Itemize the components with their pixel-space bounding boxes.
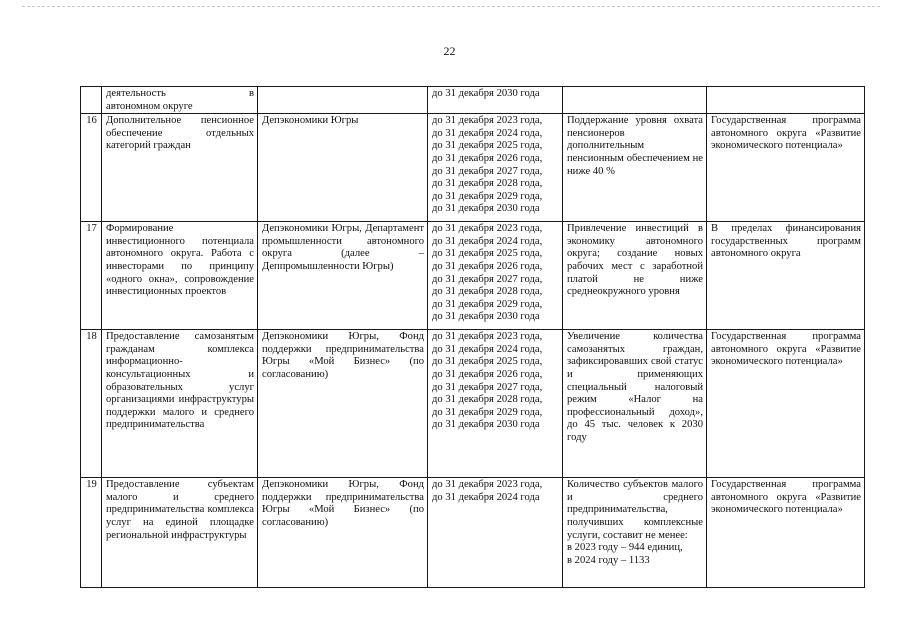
- cell-num: 19: [81, 478, 102, 588]
- cell-name: Предоставление субъектам малого и среднего предпринимательства комплекса услуг на единой площадке региональной инфраструктуры: [102, 478, 258, 588]
- table-row: [81, 478, 865, 588]
- table-row: [81, 114, 865, 222]
- deadline-line: до 31 декабря 2026 года,: [432, 260, 543, 272]
- cell-result: Поддержание уровня охвата пенсионеров дополнительным пенсионным обеспечением не ниже 40 %: [563, 114, 707, 222]
- cell-name: Дополнительное пенсионное обеспечение отдельных категорий граждан: [102, 114, 258, 222]
- cell-name: [102, 87, 258, 114]
- deadline-line: до 31 декабря 2028 года,: [432, 394, 543, 406]
- name-line-end: в: [248, 88, 254, 99]
- measures-table: [80, 86, 865, 588]
- cell-name: Формирование инвестиционного потенциала автономного округа. Работа с инвесторами по принципу «одного окна», сопровождение инвестиционных проектов: [102, 222, 258, 330]
- cell-deadline: [428, 222, 563, 330]
- deadline-line: до 31 декабря 2025 года,: [432, 248, 543, 260]
- cell-executor: Депэкономики Югры, Департамент промышленности автономного округа (далее – Деппромышленности Югры): [258, 222, 428, 330]
- deadline-line: до 31 декабря 2030 года: [432, 311, 540, 323]
- cell-result: Увеличение количества самозанятых граждан, зафиксировавших свой статус и применяющих специальный налоговый режим «Налог на профессиональный доход», до 45 тыс. человек к 2030 году: [563, 330, 707, 478]
- deadline-line: до 31 декабря 2029 года,: [432, 406, 543, 418]
- result-line: в 2024 году – 1133: [567, 554, 650, 566]
- cell-result: [563, 478, 707, 588]
- cell-result: Привлечение инвестиций в экономику автономного округа; создание новых рабочих мест с заработной платой не ниже среднеокружного уровня: [563, 222, 707, 330]
- scan-top-edge: [22, 6, 880, 7]
- cell-num: 16: [81, 114, 102, 222]
- deadline-line: до 31 декабря 2030 года: [432, 88, 540, 99]
- cell-source: В пределах финансирования государственных программ автономного округа: [707, 222, 865, 330]
- deadline-line: до 31 декабря 2024 года,: [432, 235, 543, 247]
- cell-executor: Депэкономики Югры, Фонд поддержки предпринимательства Югры «Мой Бизнес» (по согласованию): [258, 478, 428, 588]
- cell-deadline: [428, 87, 563, 114]
- cell-source: Государственная программа автономного округа «Развитие экономического потенциала»: [707, 114, 865, 222]
- deadline-line: до 31 декабря 2030 года: [432, 419, 540, 431]
- cell-name: Предоставление самозанятым гражданам комплекса информационно-консультационных и образовательных услуг организациями инфраструктуры поддержки малого и среднего предпринимательства: [102, 330, 258, 478]
- deadline-line: до 31 декабря 2029 года,: [432, 298, 543, 310]
- cell-result: [563, 87, 707, 114]
- cell-source: Государственная программа автономного округа «Развитие экономического потенциала»: [707, 330, 865, 478]
- deadline-line: до 31 декабря 2027 года,: [432, 273, 543, 285]
- result-text: Количество субъектов малого и среднего предпринимательства, получивших комплексные услуги, составит не менее:: [567, 479, 703, 541]
- cell-executor: Депэкономики Югры: [258, 114, 428, 222]
- cell-num: 17: [81, 222, 102, 330]
- table-row: [81, 330, 865, 478]
- deadline-line: до 31 декабря 2029 года,: [432, 190, 543, 202]
- deadline-line: до 31 декабря 2024 года,: [432, 127, 543, 139]
- name-line: автономном округе: [106, 100, 193, 112]
- deadline-line: до 31 декабря 2023 года,: [432, 115, 543, 127]
- cell-source: Государственная программа автономного округа «Развитие экономического потенциала»: [707, 478, 865, 588]
- deadline-line: до 31 декабря 2024 года: [432, 491, 540, 503]
- deadline-line: до 31 декабря 2028 года,: [432, 286, 543, 298]
- cell-executor: [258, 87, 428, 114]
- deadline-line: до 31 декабря 2026 года,: [432, 152, 543, 164]
- deadline-line: до 31 декабря 2023 года,: [432, 479, 543, 491]
- table-row: [81, 222, 865, 330]
- cell-executor: Депэкономики Югры, Фонд поддержки предпринимательства Югры «Мой Бизнес» (по согласованию): [258, 330, 428, 478]
- deadline-line: до 31 декабря 2025 года,: [432, 140, 543, 152]
- deadline-line: до 31 декабря 2023 года,: [432, 331, 543, 343]
- cell-deadline: [428, 114, 563, 222]
- deadline-line: до 31 декабря 2024 года,: [432, 343, 543, 355]
- name-line: деятельность: [106, 88, 166, 99]
- cell-deadline: [428, 478, 563, 588]
- deadline-line: до 31 декабря 2028 года,: [432, 178, 543, 190]
- table-row-continued: [81, 87, 865, 114]
- page-number: 22: [443, 44, 456, 58]
- deadline-line: до 31 декабря 2027 года,: [432, 381, 543, 393]
- cell-source: [707, 87, 865, 114]
- deadline-line: до 31 декабря 2026 года,: [432, 368, 543, 380]
- deadline-line: до 31 декабря 2027 года,: [432, 165, 543, 177]
- deadline-line: до 31 декабря 2025 года,: [432, 356, 543, 368]
- cell-deadline: [428, 330, 563, 478]
- result-line: в 2023 году – 944 единиц,: [567, 542, 683, 554]
- cell-num: 18: [81, 330, 102, 478]
- cell-num: [81, 87, 102, 114]
- deadline-line: до 31 декабря 2023 года,: [432, 223, 543, 235]
- deadline-line: до 31 декабря 2030 года: [432, 203, 540, 215]
